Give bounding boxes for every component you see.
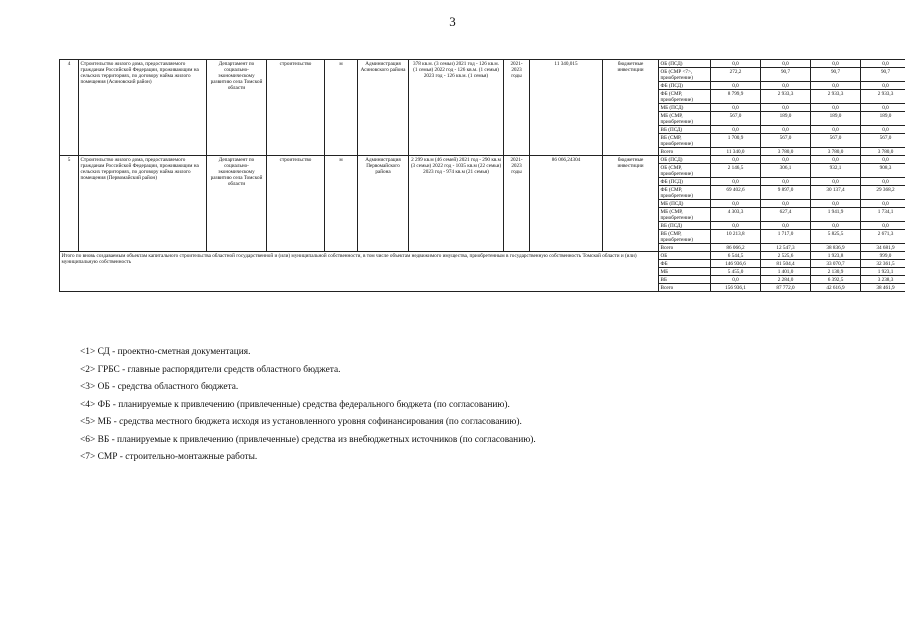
fin-year-2: 38 836,9	[811, 244, 861, 252]
footnote: <6> ВБ - планируемые к привлечению (привлеченные) средства из внебюджетных источников (по согласованию).	[80, 434, 536, 445]
fin-source: ФБ (ПСД)	[659, 178, 711, 186]
fin-year-2: 189,0	[811, 112, 861, 126]
fin-year-2: 90,7	[811, 68, 861, 82]
fin-year-3: 0,0	[861, 222, 905, 230]
fin-total: 0,0	[711, 104, 761, 112]
fin-year-3: 0,0	[861, 126, 905, 134]
fin-year-2: 567,0	[811, 134, 861, 148]
fin-year-3: 0,0	[861, 82, 905, 90]
fin-source: Всего	[659, 284, 711, 292]
fin-source: ОБ (СМР <7>, приобретение)	[659, 68, 711, 82]
fin-year-1: 81 504,4	[761, 260, 811, 268]
fin-year-2: 1 923,8	[811, 252, 861, 260]
fin-year-2: 42 616,9	[811, 284, 861, 292]
fin-year-3: 32 361,5	[861, 260, 905, 268]
fin-year-2: 0,0	[811, 222, 861, 230]
fin-year-1: 306,1	[761, 164, 811, 178]
object-name: Строительство жилого дома, предоставляемого гражданам Российской Федерации, проживающим на сельских территориях, по договору найма жилого помещения (Первомайский район)	[79, 156, 207, 252]
fin-source: ОБ (СМР, приобретение)	[659, 164, 711, 178]
fin-total: 86 066,2	[711, 244, 761, 252]
fin-source: Всего	[659, 148, 711, 156]
fin-year-3: 38 461,9	[861, 284, 905, 292]
fin-total: 2 146,5	[711, 164, 761, 178]
fin-year-1: 87 772,0	[761, 284, 811, 292]
footnote: <7> СМР - строительно-монтажные работы.	[80, 452, 258, 462]
fin-year-1: 2 284,0	[761, 276, 811, 284]
fin-year-3: 2 933,3	[861, 90, 905, 104]
grbs: Департамент по социально-экономическому развитию села Томской области	[207, 156, 267, 252]
fin-year-3: 1 923,1	[861, 268, 905, 276]
grbs: Департамент по социально-экономическому развитию села Томской области	[207, 60, 267, 156]
fin-total: 156 936,1	[711, 284, 761, 292]
fin-year-1: 0,0	[761, 104, 811, 112]
fin-source: Всего	[659, 244, 711, 252]
fin-year-3: 0,0	[861, 156, 905, 164]
table-body	[60, 60, 905, 292]
fin-year-1: 0,0	[761, 126, 811, 134]
capacity: 2 299 кв.м (46 семей) 2021 год - 290 кв.м (3 семьи) 2022 год - 1035 кв.м (22 семьи) 2023 год - 974 кв.м (21 семья)	[409, 156, 504, 252]
footnote: <4> ФБ - планируемые к привлечению (привлеченные) средства федерального бюджета (по согласованию).	[80, 399, 510, 410]
footnote: <3> ОБ - средства областного бюджета.	[80, 382, 239, 392]
fin-total: 11 340,0	[711, 148, 761, 156]
fin-year-3: 1 734,1	[861, 208, 905, 222]
fin-total: 146 936,6	[711, 260, 761, 268]
fin-year-2: 1 941,9	[811, 208, 861, 222]
fin-source: МБ (ПСД)	[659, 104, 711, 112]
executor: Администрация Первомайского района	[358, 156, 409, 252]
fin-year-2: 30 137,4	[811, 186, 861, 200]
footnote: <2> ГРБС - главные распорядители средств областного бюджета.	[80, 364, 341, 375]
fin-year-2: 5 825,5	[811, 230, 861, 244]
fin-total: 0,0	[711, 60, 761, 68]
fin-source: ВБ	[659, 276, 711, 284]
fin-source: МБ (СМР, приобретение)	[659, 112, 711, 126]
fin-year-2: 0,0	[811, 82, 861, 90]
fin-year-2: 6 392,5	[811, 276, 861, 284]
fin-year-1: 0,0	[761, 178, 811, 186]
fin-year-1: 12 547,3	[761, 244, 811, 252]
fin-year-2: 0,0	[811, 178, 861, 186]
fin-year-1: 189,0	[761, 112, 811, 126]
fin-year-3: 908,3	[861, 164, 905, 178]
capacity: 378 кв.м. (3 семьи) 2021 год - 126 кв.м. (1 семья) 2022 год - 126 кв.м. (1 семья) 2023 год - 126 кв.м. (1 семья)	[409, 60, 504, 156]
table-row	[60, 156, 905, 164]
fin-source: МБ (СМР, приобретение)	[659, 208, 711, 222]
fin-total: 6 544,5	[711, 252, 761, 260]
page-number: 3	[449, 14, 456, 29]
fin-year-2: 2 130,9	[811, 268, 861, 276]
fin-total: 1 700,9	[711, 134, 761, 148]
fin-source: ФБ (ПСД)	[659, 82, 711, 90]
fin-total: 567,0	[711, 112, 761, 126]
fin-total: 5 455,0	[711, 268, 761, 276]
estimated-cost: 11 340,015	[530, 60, 603, 156]
fin-year-3: 189,0	[861, 112, 905, 126]
object-name: Строительство жилого дома, предоставляемого гражданам Российской Федерации, проживающим на сельских территориях, по договору найма жилого помещения (Асиновский район)	[79, 60, 207, 156]
fin-source: ФБ (СМР, приобретение)	[659, 186, 711, 200]
fin-source: ФБ (СМР, приобретение)	[659, 90, 711, 104]
fin-year-1: 2 525,6	[761, 252, 811, 260]
fin-year-3: 90,7	[861, 68, 905, 82]
fin-year-1: 0,0	[761, 200, 811, 208]
fin-source: МБ	[659, 268, 711, 276]
fin-year-2: 0,0	[811, 126, 861, 134]
fin-total: 10 213,8	[711, 230, 761, 244]
footnote: <1> СД - проектно-сметная документация.	[80, 347, 251, 357]
fin-year-1: 1 717,0	[761, 230, 811, 244]
summary-row	[60, 252, 905, 260]
fin-total: 0,0	[711, 156, 761, 164]
fin-year-1: 9 897,0	[761, 186, 811, 200]
years: 2021-2023 годы	[504, 156, 530, 252]
fin-year-2: 3 780,0	[811, 148, 861, 156]
row-number: 5	[60, 156, 79, 252]
fin-year-2: 0,0	[811, 200, 861, 208]
fin-source: ОБ (ПСД)	[659, 156, 711, 164]
fin-year-3: 567,0	[861, 134, 905, 148]
fin-year-3: 0,0	[861, 178, 905, 186]
fin-year-1: 0,0	[761, 82, 811, 90]
fin-year-3: 29 368,2	[861, 186, 905, 200]
fin-year-2: 0,0	[811, 60, 861, 68]
fin-source: ВБ (ПСД)	[659, 222, 711, 230]
fin-source: ФБ	[659, 260, 711, 268]
fin-year-2: 0,0	[811, 104, 861, 112]
fin-year-2: 33 070,7	[811, 260, 861, 268]
fin-total: 0,0	[711, 126, 761, 134]
fin-year-1: 1 401,0	[761, 268, 811, 276]
fin-year-1: 90,7	[761, 68, 811, 82]
investment-form: бюджетные инвестиции	[603, 156, 659, 252]
fin-year-1: 627,4	[761, 208, 811, 222]
fin-year-2: 0,0	[811, 156, 861, 164]
investment-form: бюджетные инвестиции	[603, 60, 659, 156]
estimated-cost: 86 066,24304	[530, 156, 603, 252]
fin-source: ОБ (ПСД)	[659, 60, 711, 68]
fin-total: 0,0	[711, 82, 761, 90]
fin-year-3: 2 671,3	[861, 230, 905, 244]
fin-total: 272,2	[711, 68, 761, 82]
table-row	[60, 60, 905, 68]
fin-year-1: 567,0	[761, 134, 811, 148]
fin-source: ВБ (СМР, приобретение)	[659, 134, 711, 148]
fin-year-3: 0,0	[861, 104, 905, 112]
fin-year-3: 0,0	[861, 200, 905, 208]
unit: м	[325, 156, 358, 252]
unit: м	[325, 60, 358, 156]
footnote: <5> МБ - средства местного бюджета исходя из установленного уровня софинансирования (по согласованию).	[80, 417, 522, 427]
fin-total: 0,0	[711, 178, 761, 186]
fin-year-3: 999,0	[861, 252, 905, 260]
row-number: 4	[60, 60, 79, 156]
years: 2021-2023 годы	[504, 60, 530, 156]
fin-year-3: 3 238,3	[861, 276, 905, 284]
work-type: строительство	[267, 156, 325, 252]
investment-table	[59, 59, 905, 292]
fin-year-1: 0,0	[761, 156, 811, 164]
fin-year-3: 34 681,9	[861, 244, 905, 252]
fin-source: ОБ	[659, 252, 711, 260]
fin-year-2: 2 933,3	[811, 90, 861, 104]
footnotes	[80, 344, 536, 467]
fin-year-2: 932,1	[811, 164, 861, 178]
executor: Администрация Асиновского района	[358, 60, 409, 156]
fin-year-1: 2 933,3	[761, 90, 811, 104]
fin-total: 0,0	[711, 276, 761, 284]
fin-year-1: 0,0	[761, 222, 811, 230]
fin-year-3: 3 780,0	[861, 148, 905, 156]
fin-source: МБ (ПСД)	[659, 200, 711, 208]
fin-total: 0,0	[711, 222, 761, 230]
fin-source: ВБ (СМР, приобретение)	[659, 230, 711, 244]
fin-total: 4 303,3	[711, 208, 761, 222]
fin-year-1: 3 780,0	[761, 148, 811, 156]
work-type: строительство	[267, 60, 325, 156]
summary-text: Итого по вновь создаваемым объектам капитального строительства областной государственной и (или) муниципальной собственности, в том числе объектам недвижимого имущества, приобретенным в государственную собственность Томской области и (или) муниципальную собственность	[60, 252, 659, 292]
fin-total: 8 799,9	[711, 90, 761, 104]
fin-total: 69 402,6	[711, 186, 761, 200]
fin-total: 0,0	[711, 200, 761, 208]
fin-year-3: 0,0	[861, 60, 905, 68]
fin-source: ВБ (ПСД)	[659, 126, 711, 134]
fin-year-1: 0,0	[761, 60, 811, 68]
